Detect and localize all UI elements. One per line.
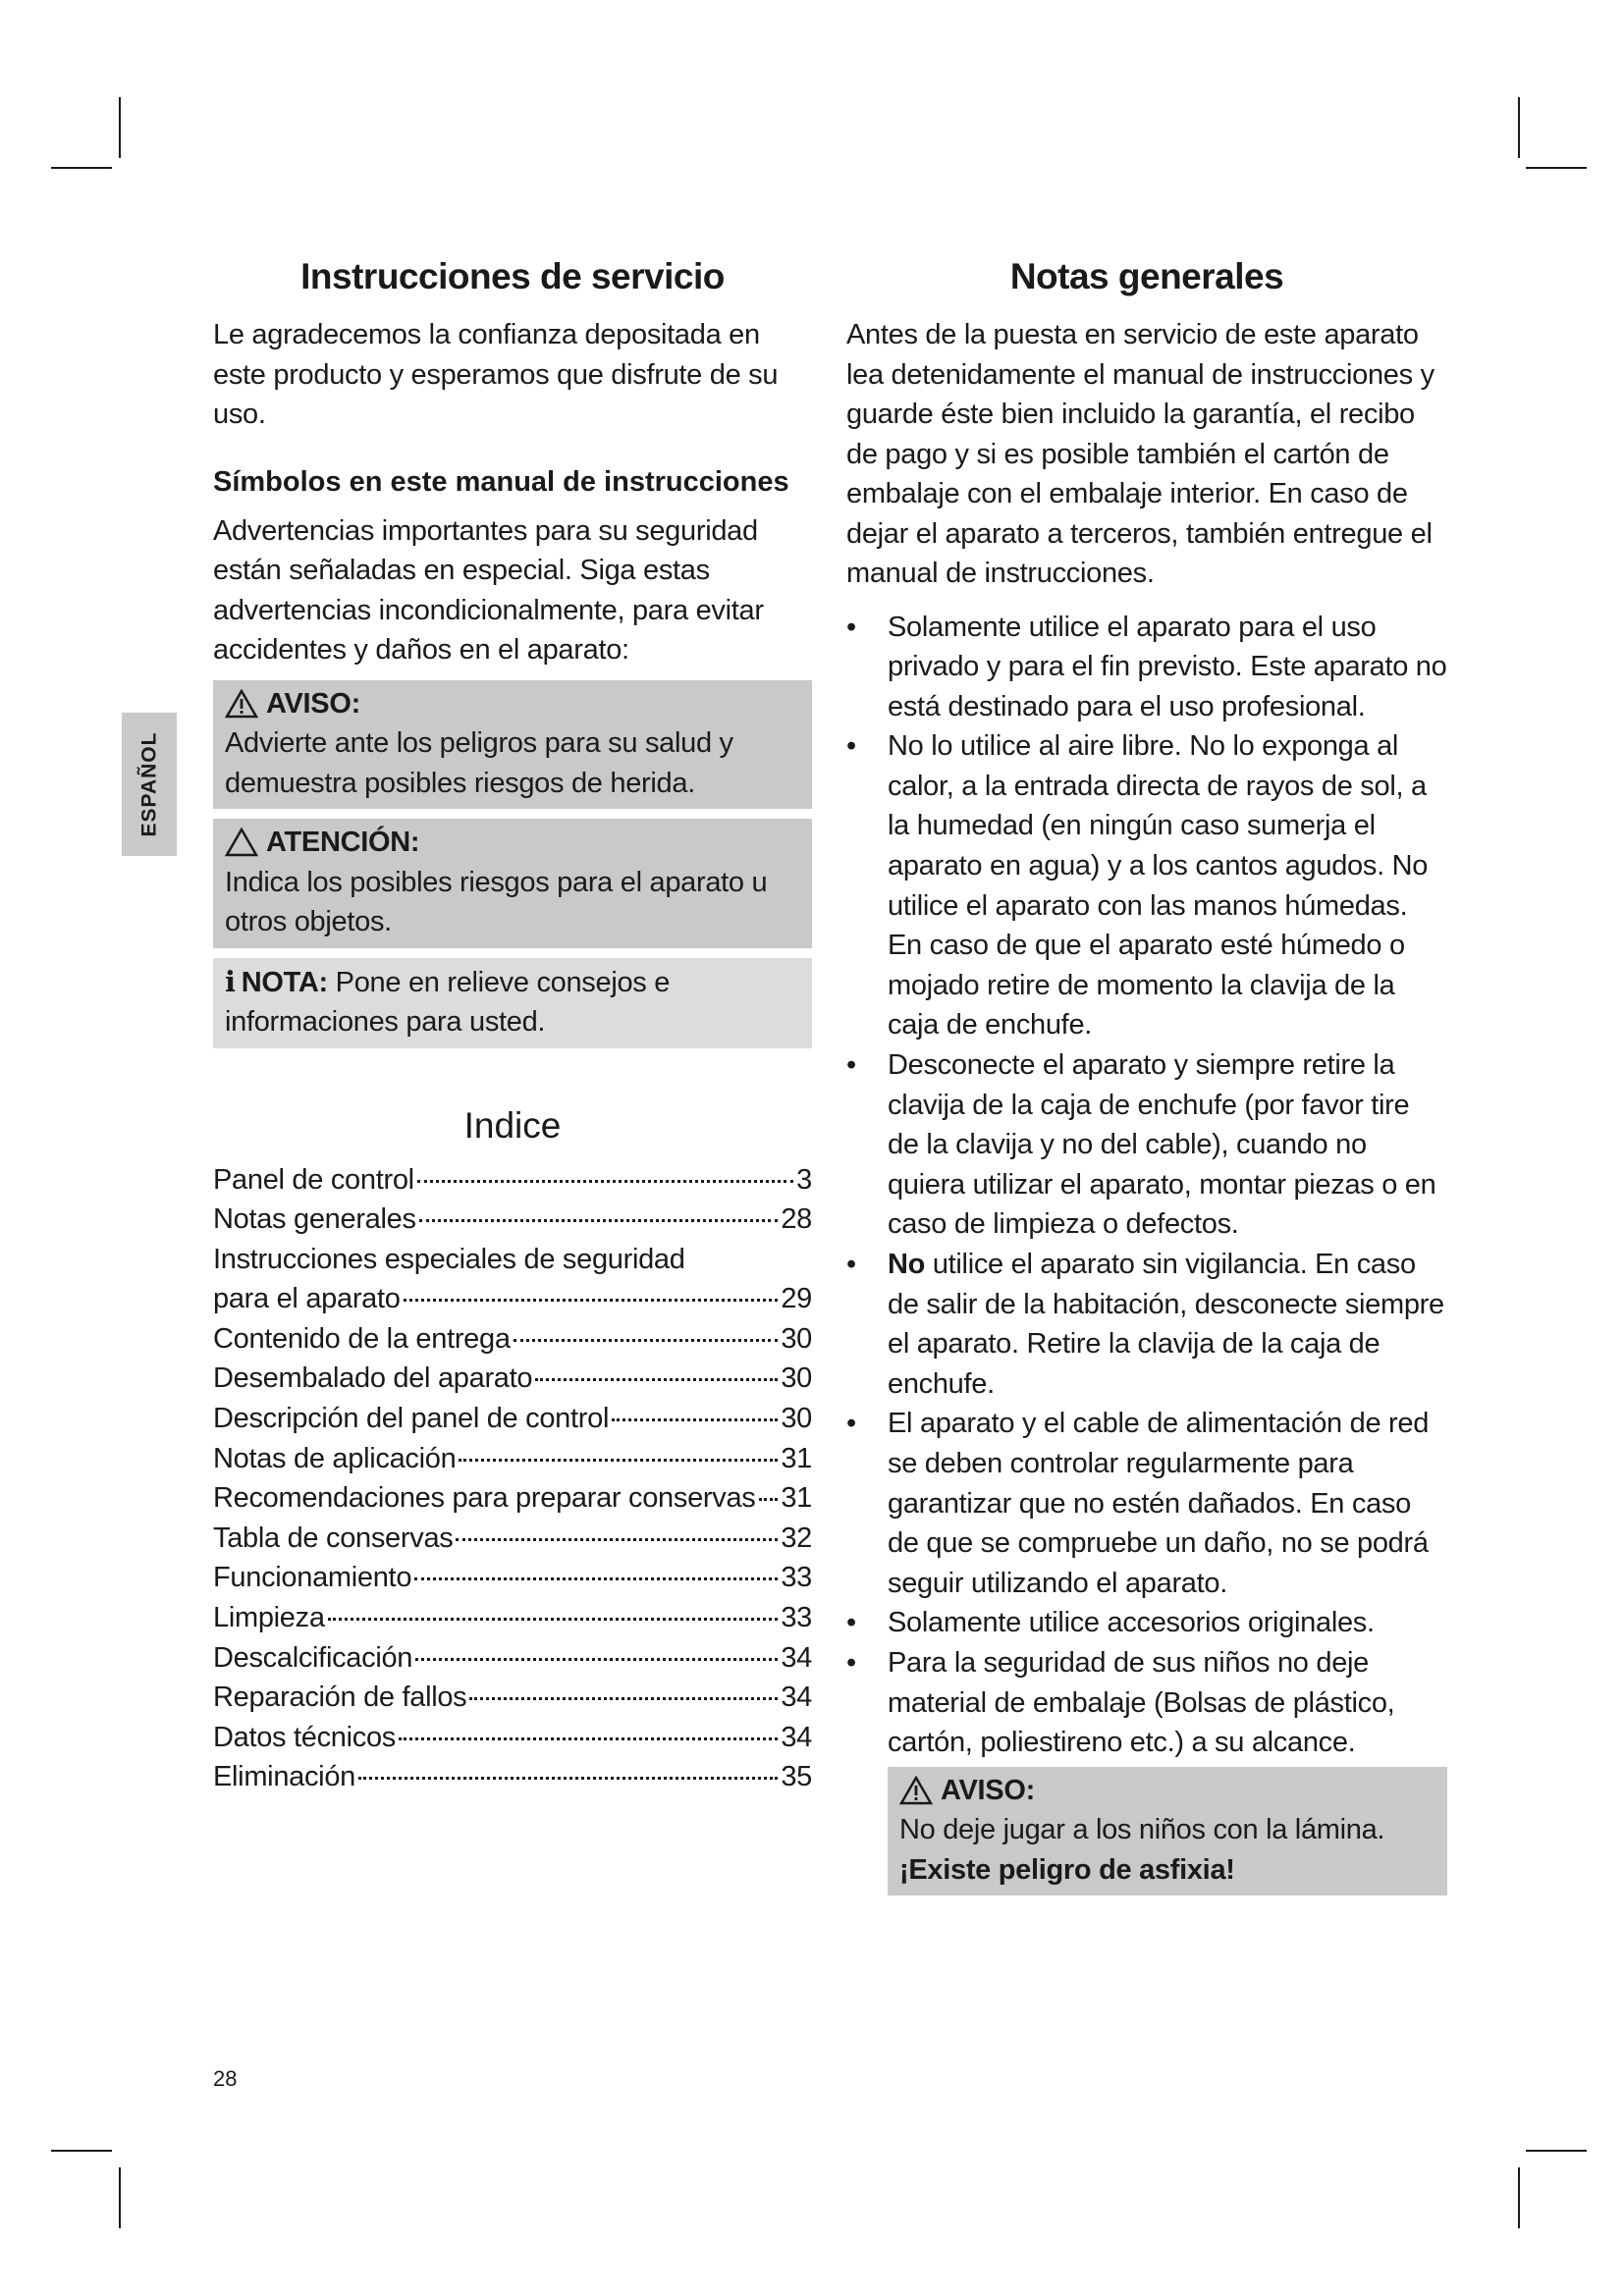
toc-label: Eliminación bbox=[213, 1761, 355, 1793]
toc-label: Notas generales bbox=[213, 1203, 416, 1236]
toc-label: Notas de aplicación bbox=[213, 1442, 457, 1474]
toc-entry bbox=[213, 1399, 812, 1439]
toc-page: 34 bbox=[781, 1682, 812, 1714]
toc-page: 3 bbox=[796, 1163, 812, 1196]
toc-page: 34 bbox=[781, 1721, 812, 1753]
toc-entry bbox=[213, 1160, 812, 1201]
toc-entry-continued: Instrucciones especiales de seguridad bbox=[213, 1243, 685, 1275]
toc-entry bbox=[213, 1598, 812, 1638]
left-column bbox=[213, 248, 812, 1797]
toc-entry bbox=[213, 1718, 812, 1758]
toc-entry bbox=[213, 1200, 812, 1240]
right-column bbox=[846, 248, 1447, 1896]
language-tab bbox=[122, 713, 177, 856]
toc-page: 32 bbox=[781, 1522, 812, 1554]
nota-text: Pone en relieve consejos e informaciones para usted. bbox=[225, 966, 671, 1038]
toc-entry bbox=[213, 1638, 812, 1679]
crop-mark bbox=[119, 2167, 121, 2228]
toc-entry bbox=[213, 1478, 812, 1519]
toc-page: 33 bbox=[781, 1562, 812, 1594]
list-item bbox=[846, 1245, 1447, 1404]
instructions-title: Instrucciones de servicio bbox=[300, 256, 725, 296]
list-item: • Desconecte el aparato y siempre retire la clavija de la caja de enchufe (por favor tire de la clavija y no del cable), cuando no quiera utilizar el aparato, montar piezas o en caso de limpieza o defectos. bbox=[846, 1045, 1447, 1245]
toc-label: para el aparato bbox=[213, 1283, 401, 1315]
toc-entry bbox=[213, 1519, 812, 1559]
warning-triangle-icon bbox=[899, 1776, 933, 1805]
toc-page: 30 bbox=[781, 1362, 812, 1395]
toc-label: Contenido de la entrega bbox=[213, 1322, 511, 1355]
crop-mark bbox=[119, 97, 121, 158]
index-title: Indice bbox=[463, 1104, 562, 1146]
atencion-title: ATENCIÓN: bbox=[266, 827, 420, 858]
aviso-notice-children bbox=[888, 1767, 1447, 1896]
aviso-notice bbox=[213, 680, 812, 810]
toc-label: Recomendaciones para preparar conservas bbox=[213, 1482, 756, 1515]
aviso-title: AVISO: bbox=[941, 1774, 1035, 1806]
crop-mark bbox=[51, 2150, 112, 2152]
atencion-notice bbox=[213, 819, 812, 948]
toc-label: Reparación de fallos bbox=[213, 1682, 467, 1714]
safety-list bbox=[846, 608, 1447, 1763]
caution-triangle-icon bbox=[225, 828, 258, 857]
crop-mark bbox=[1518, 97, 1520, 158]
aviso-bold-text: ¡Existe peligro de asfixia! bbox=[899, 1853, 1235, 1886]
toc-entry bbox=[213, 1678, 812, 1718]
crop-mark bbox=[1518, 2167, 1520, 2228]
crop-mark bbox=[1526, 2150, 1587, 2152]
toc-page: 31 bbox=[781, 1442, 812, 1474]
toc-entry bbox=[213, 1279, 812, 1319]
toc-label: Limpieza bbox=[213, 1602, 325, 1634]
toc-label: Datos técnicos bbox=[213, 1721, 396, 1753]
toc-entry bbox=[213, 1439, 812, 1479]
nota-title: NOTA: bbox=[241, 966, 328, 998]
list-item: • El aparato y el cable de alimentación de red se deben controlar regularmente para garantizar que no estén dañados. En caso de que se compruebe un daño, no se podrá seguir utilizando el aparato. bbox=[846, 1404, 1447, 1603]
list-item-bold: No bbox=[888, 1249, 926, 1280]
toc-page: 35 bbox=[781, 1761, 812, 1793]
crop-mark bbox=[51, 167, 112, 169]
toc-page: 30 bbox=[781, 1403, 812, 1435]
general-notes-intro: Antes de la puesta en servicio de este aparato lea detenidamente el manual de instrucciones y guarde éste bien incluido la garantía, el recibo de pago y si es posible también el cartón de embalaje con el embalaje interior. En caso de dejar el aparato a terceros, también entregue el manual de instrucciones. bbox=[846, 319, 1435, 589]
crop-mark bbox=[1526, 167, 1587, 169]
symbols-heading: Símbolos en este manual de instrucciones bbox=[213, 465, 789, 498]
toc-page: 33 bbox=[781, 1602, 812, 1634]
warning-triangle-icon bbox=[225, 689, 258, 719]
info-icon: i bbox=[225, 964, 236, 998]
toc-label: Desembalado del aparato bbox=[213, 1362, 533, 1395]
aviso-text: No deje jugar a los niños con la lámina. bbox=[899, 1814, 1385, 1846]
list-item: • Para la seguridad de sus niños no deje material de embalaje (Bolsas de plástico, cartón, poliestireno etc.) a su alcance. bbox=[846, 1643, 1447, 1763]
general-notes-title: Notas generales bbox=[1009, 256, 1284, 296]
language-tab-label: ESPAÑOL bbox=[137, 731, 160, 837]
aviso-title: AVISO: bbox=[266, 687, 360, 720]
toc-entry bbox=[213, 1319, 812, 1360]
toc-entry bbox=[213, 1757, 812, 1797]
list-item: • No lo utilice al aire libre. No lo exponga al calor, a la entrada directa de rayos de sol, a la humedad (en ningún caso sumerja el aparato en agua) y a los cantos agudos. No utilice el aparato con las manos húmedas. En caso de que el aparato esté húmedo o mojado retire de momento la clavija de la caja de enchufe. bbox=[846, 726, 1447, 1045]
list-item: • Solamente utilice accesorios originales. bbox=[846, 1603, 1447, 1643]
toc-label: Tabla de conservas bbox=[213, 1522, 454, 1554]
page-number: 28 bbox=[213, 2066, 238, 2091]
atencion-text: Indica los posibles riesgos para el aparato u otros objetos. bbox=[225, 866, 768, 937]
toc-page: 30 bbox=[781, 1322, 812, 1355]
toc-label: Panel de control bbox=[213, 1163, 414, 1196]
toc-label: Funcionamiento bbox=[213, 1562, 412, 1594]
toc-page: 34 bbox=[781, 1641, 812, 1674]
list-item: • Solamente utilice el aparato para el uso privado y para el fin previsto. Este aparato no está destinado para el uso profesional. bbox=[846, 608, 1447, 727]
aviso-text: Advierte ante los peligros para su salud y demuestra posibles riesgos de herida. bbox=[225, 727, 733, 799]
toc-label: Descalcificación bbox=[213, 1641, 413, 1674]
symbols-text: Advertencias importantes para su seguridad están señaladas en especial. Siga estas advertencias incondicionalmente, para evitar accidentes y daños en el aparato: bbox=[213, 514, 764, 666]
intro-text: Le agradecemos la confianza depositada en este producto y esperamos que disfrute de su uso. bbox=[213, 319, 779, 430]
toc-page: 29 bbox=[781, 1283, 812, 1315]
toc-entry bbox=[213, 1558, 812, 1598]
toc-page: 31 bbox=[781, 1482, 812, 1515]
toc-label: Descripción del panel de control bbox=[213, 1403, 610, 1435]
toc-entry bbox=[213, 1359, 812, 1399]
nota-notice bbox=[213, 958, 812, 1048]
list-item-text: utilice el aparato sin vigilancia. En caso de salir de la habitación, desconecte siempre el aparato. Retire la clavija de la caja de enchufe. bbox=[888, 1249, 1444, 1400]
toc-page: 28 bbox=[781, 1203, 812, 1236]
table-of-contents bbox=[213, 1160, 812, 1798]
